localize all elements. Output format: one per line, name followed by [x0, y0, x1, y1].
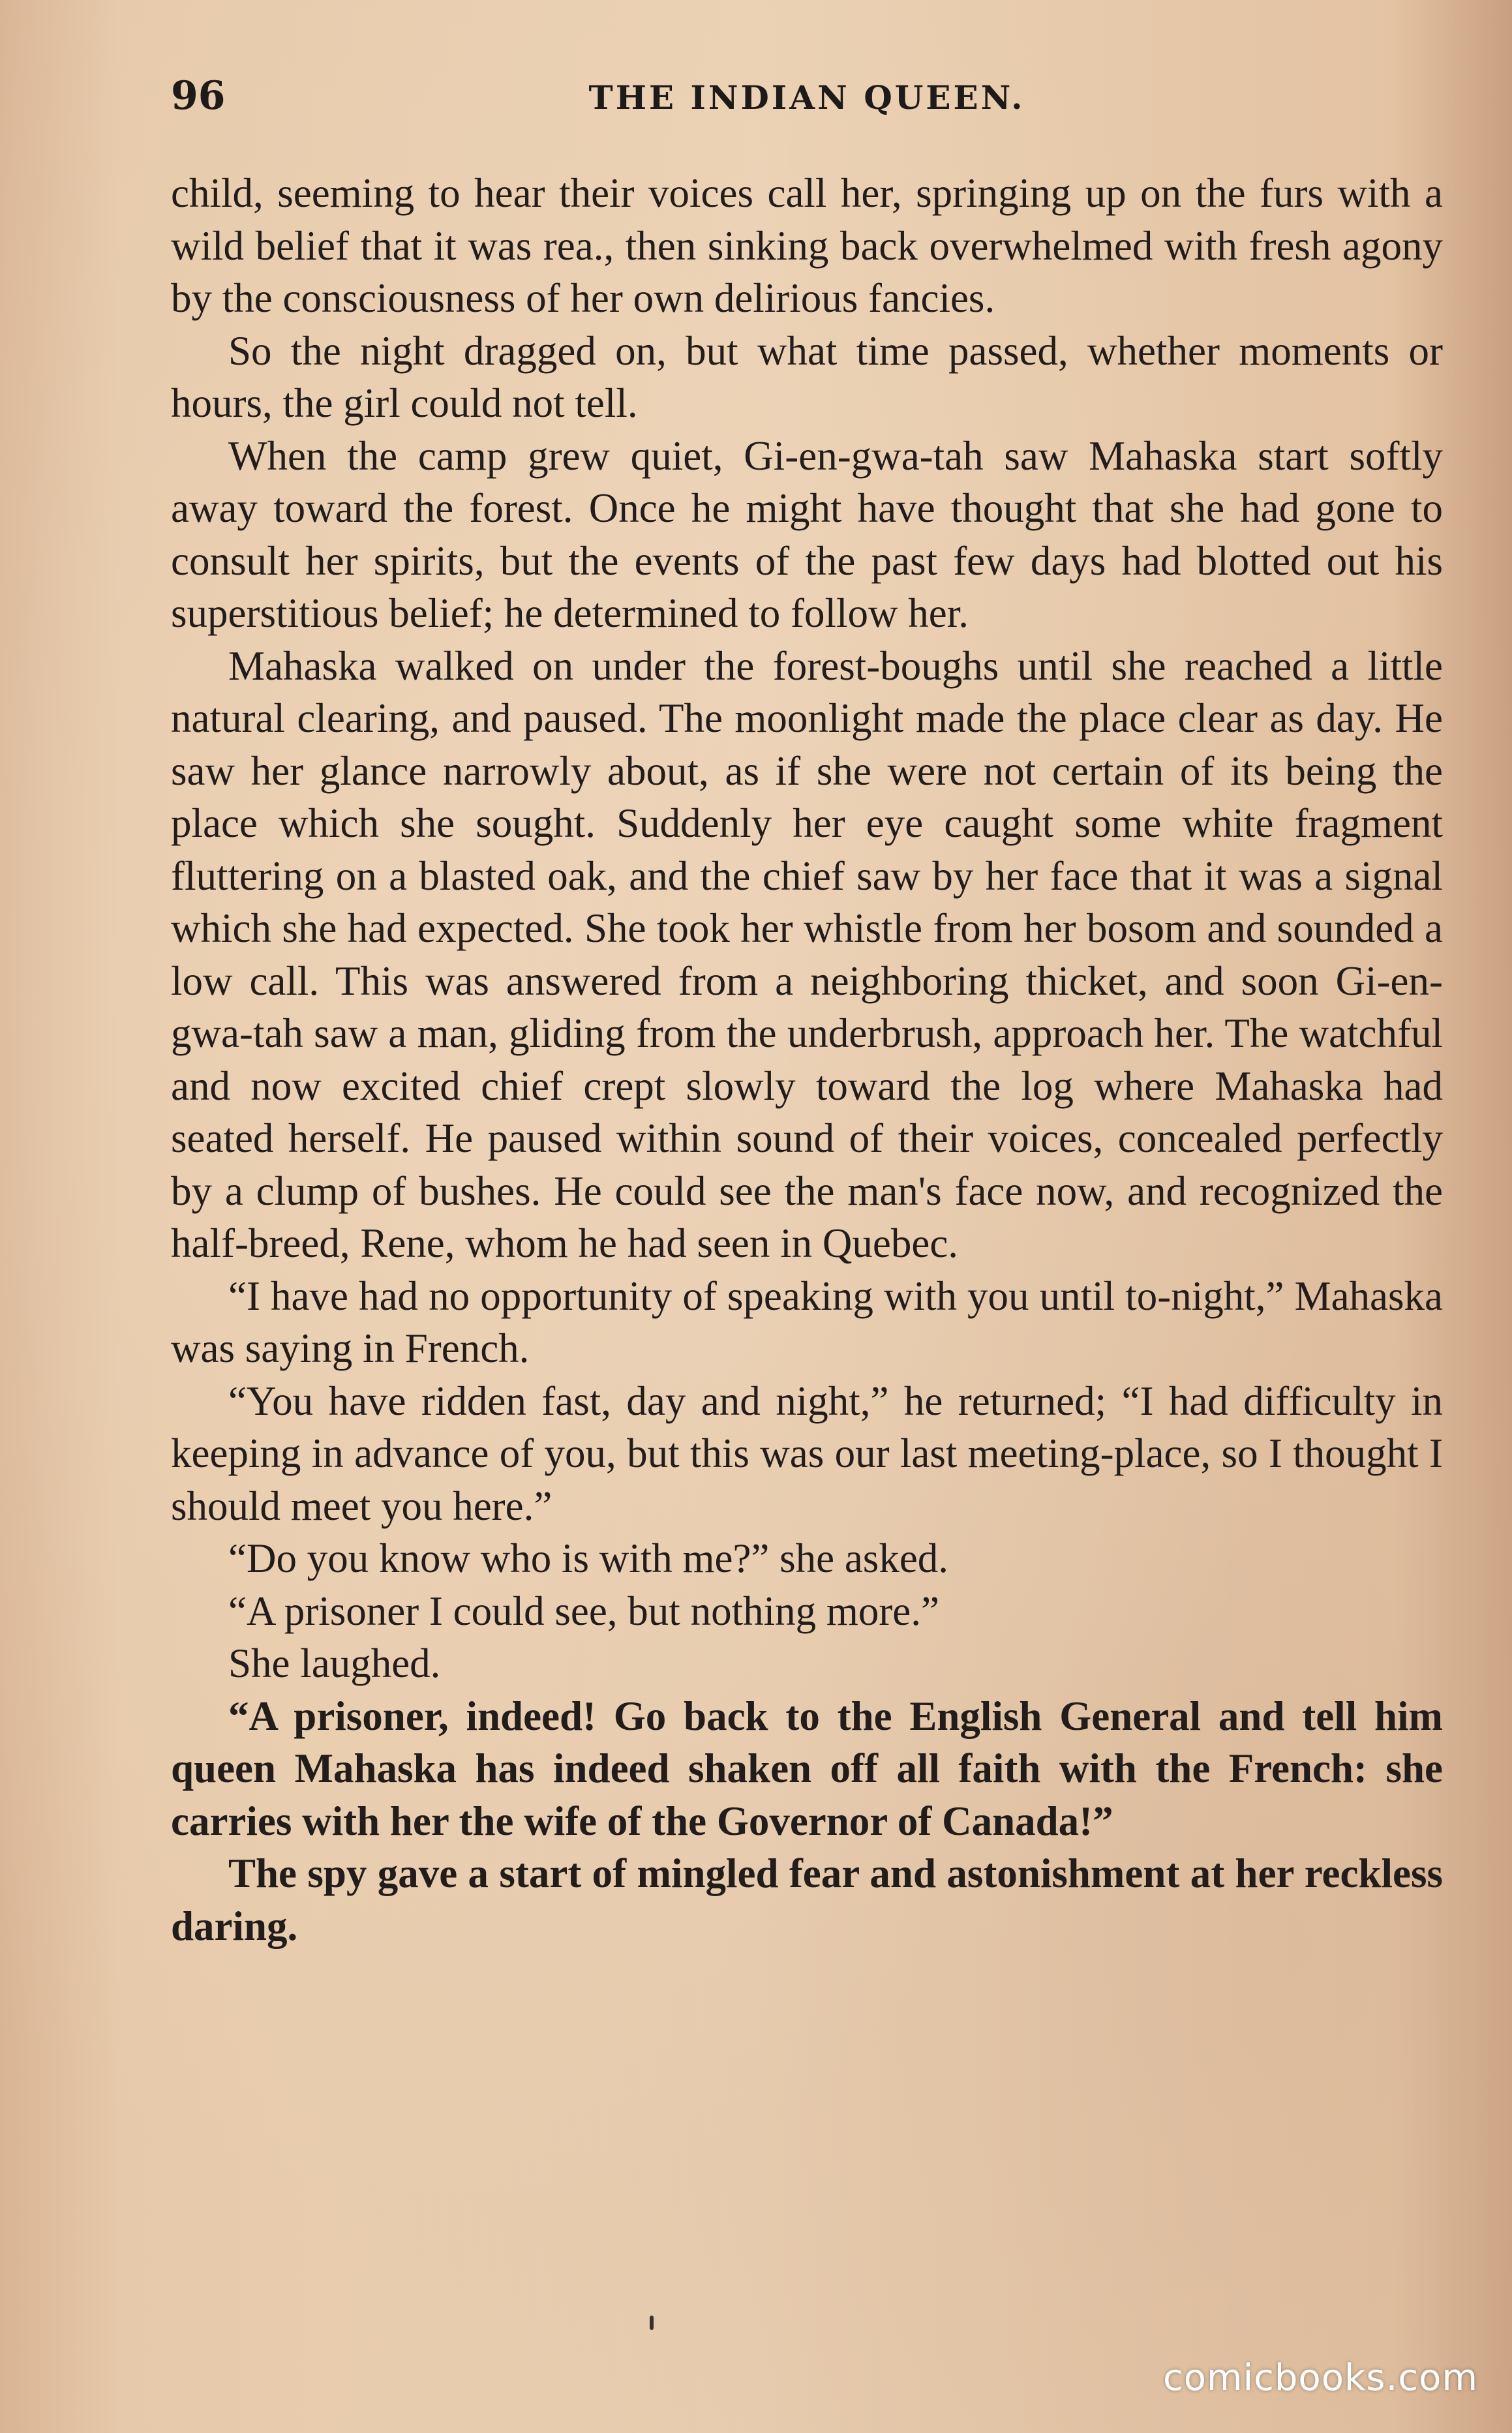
- paragraph: Mahaska walked on under the forest-boughs until she reached a little natural clearing, and paused. The moonlight made the place clear as day. He saw her glance narrowly about, as if she were not certain of its being the place which she sought. Suddenly her eye caught some white fragment fluttering on a blasted oak, and the chief saw by her face that it was a signal which she had expected. She took her whistle from her bosom and sounded a low call. This was answered from a neighboring thicket, and soon Gi-en-gwa-tah saw a man, gliding from the underbrush, approach her. The watchful and now excited chief crept slowly toward the log where Mahaska had seated herself. He paused within sound of their voices, concealed perfectly by a clump of bushes. He could see the man's face now, and recognized the half-breed, Rene, whom he had seen in Quebec.: [171, 642, 1443, 1266]
- paragraph: “Do you know who is with me?” she asked.: [228, 1535, 949, 1581]
- paragraph: “A prisoner, indeed! Go back to the English General and tell him queen Mahaska has indeed shaken off all faith with the French: she carries with her the wife of the Governor of Canada!”: [171, 1693, 1443, 1844]
- printer-mark: [650, 2316, 654, 2330]
- paragraph: So the night dragged on, but what time passed, whether moments or hours, the girl could not tell.: [171, 327, 1443, 426]
- paragraph: child, seeming to hear their voices call her, springing up on the furs with a wild belief that it was rea., then sinking back overwhelmed with fresh agony by the consciousness of her own delirious fancies.: [171, 170, 1443, 321]
- page-header: [171, 73, 1443, 125]
- paragraph: “You have ridden fast, day and night,” he returned; “I had difficulty in keeping in advance of you, but this was our last meeting-place, so I thought I should meet you here.”: [171, 1378, 1443, 1529]
- body-text: [171, 167, 1443, 1952]
- paragraph: “A prisoner I could see, but nothing more.”: [228, 1588, 939, 1634]
- page-number: 96: [171, 73, 226, 119]
- paragraph: “I have had no opportunity of speaking with you until to-night,” Mahaska was saying in French.: [171, 1273, 1443, 1371]
- running-head: THE INDIAN QUEEN.: [588, 78, 1025, 117]
- site-watermark: comicbooks.com: [1162, 2357, 1478, 2399]
- paragraph: She laughed.: [228, 1640, 441, 1686]
- paragraph: When the camp grew quiet, Gi-en-gwa-tah saw Mahaska start softly away toward the forest. Once he might have thought that she had gone to consult her spirits, but the events of the past few days had blotted out his superstitious belief; he determined to follow her.: [171, 432, 1443, 636]
- paragraph: The spy gave a start of mingled fear and astonishment at her reckless daring.: [171, 1851, 1443, 1949]
